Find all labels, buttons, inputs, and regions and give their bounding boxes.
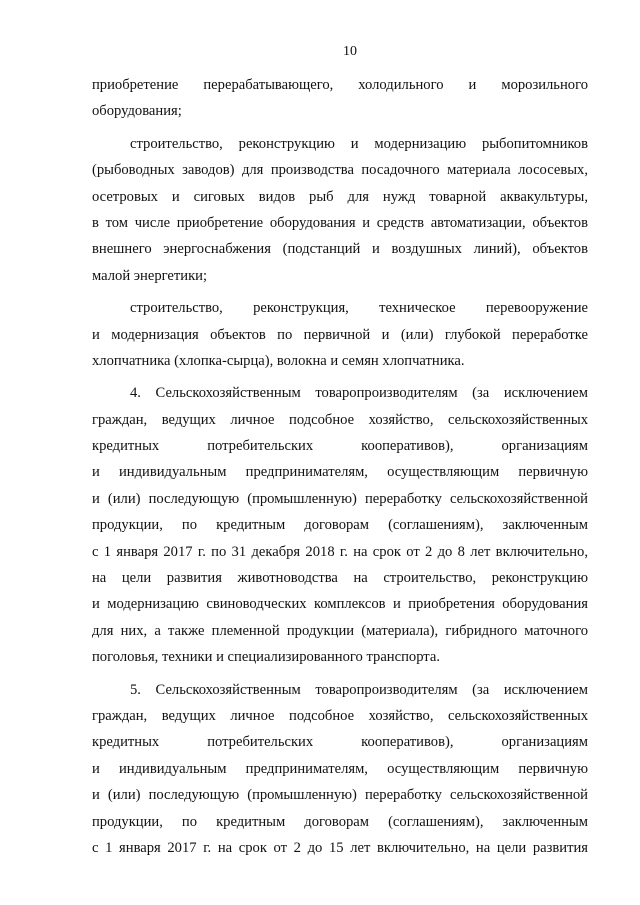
text-line: осетровых и сиговых видов рыб для нужд товарной аквакультуры, [92,188,588,205]
paragraph-fish-hatcheries [92,131,588,289]
text-line: 4. Сельскохозяйственным товаропроизводителям (за исключением [130,385,588,402]
text-line: (рыбоводных заводов) для производства посадочного материала лососевых, [92,162,588,179]
text-line: оборудования; [92,103,182,120]
text-line: на цели развития животноводства на строительство, реконструкцию [92,570,588,587]
text-line: кредитных потребительских кооперативов), организациям [92,734,588,751]
text-line: внешнего энергоснабжения (подстанций и воздушных линий), объектов [92,241,588,258]
text-line: строительство, реконструкция, техническое перевооружение [130,300,588,317]
paragraph-item-5 [92,677,588,862]
text-line: 5. Сельскохозяйственным товаропроизводителям (за исключением [130,681,588,698]
text-line: хлопчатника (хлопка-сырца), волокна и семян хлопчатника. [92,352,465,369]
text-line: и модернизацию свиноводческих комплексов и приобретения оборудования [92,596,588,613]
text-line: для них, а также племенной продукции (материала), гибридного маточного [92,622,588,639]
text-line: граждан, ведущих личное подсобное хозяйство, сельскохозяйственных [92,707,588,724]
text-line: с 1 января 2017 г. на срок от 2 до 15 лет включительно, на цели развития [92,839,588,856]
text-line: и (или) последующую (промышленную) переработку сельскохозяйственной [92,787,588,804]
text-line: и (или) последующую (промышленную) переработку сельскохозяйственной [92,490,588,507]
text-line: продукции, по кредитным договорам (соглашениям), заключенным [92,517,588,534]
paragraph-item-4 [92,380,588,670]
paragraph-cotton-processing [92,295,588,374]
text-line: приобретение перерабатывающего, холодильного и морозильного [92,77,588,93]
text-line: строительство, реконструкцию и модернизацию рыбопитомников [130,135,588,152]
text-line: в том числе приобретение оборудования и средств автоматизации, объектов [92,214,588,231]
text-line: с 1 января 2017 г. по 31 декабря 2018 г. на срок от 2 до 8 лет включительно, [92,543,588,560]
text-line: граждан, ведущих личное подсобное хозяйство, сельскохозяйственных [92,411,588,428]
text-line: и модернизация объектов по первичной и (или) глубокой переработке [92,326,588,343]
text-line: поголовья, техники и специализированного транспорта. [92,649,440,666]
paragraph-continuation [92,72,588,125]
page-number: 10 [343,44,357,59]
text-line: и индивидуальным предпринимателям, осуществляющим первичную [92,464,588,481]
text-line: кредитных потребительских кооперативов), организациям [92,438,588,455]
text-line: и индивидуальным предпринимателям, осуществляющим первичную [92,760,588,777]
text-line: малой энергетики; [92,267,208,284]
text-line: продукции, по кредитным договорам (соглашениям), заключенным [92,813,588,830]
